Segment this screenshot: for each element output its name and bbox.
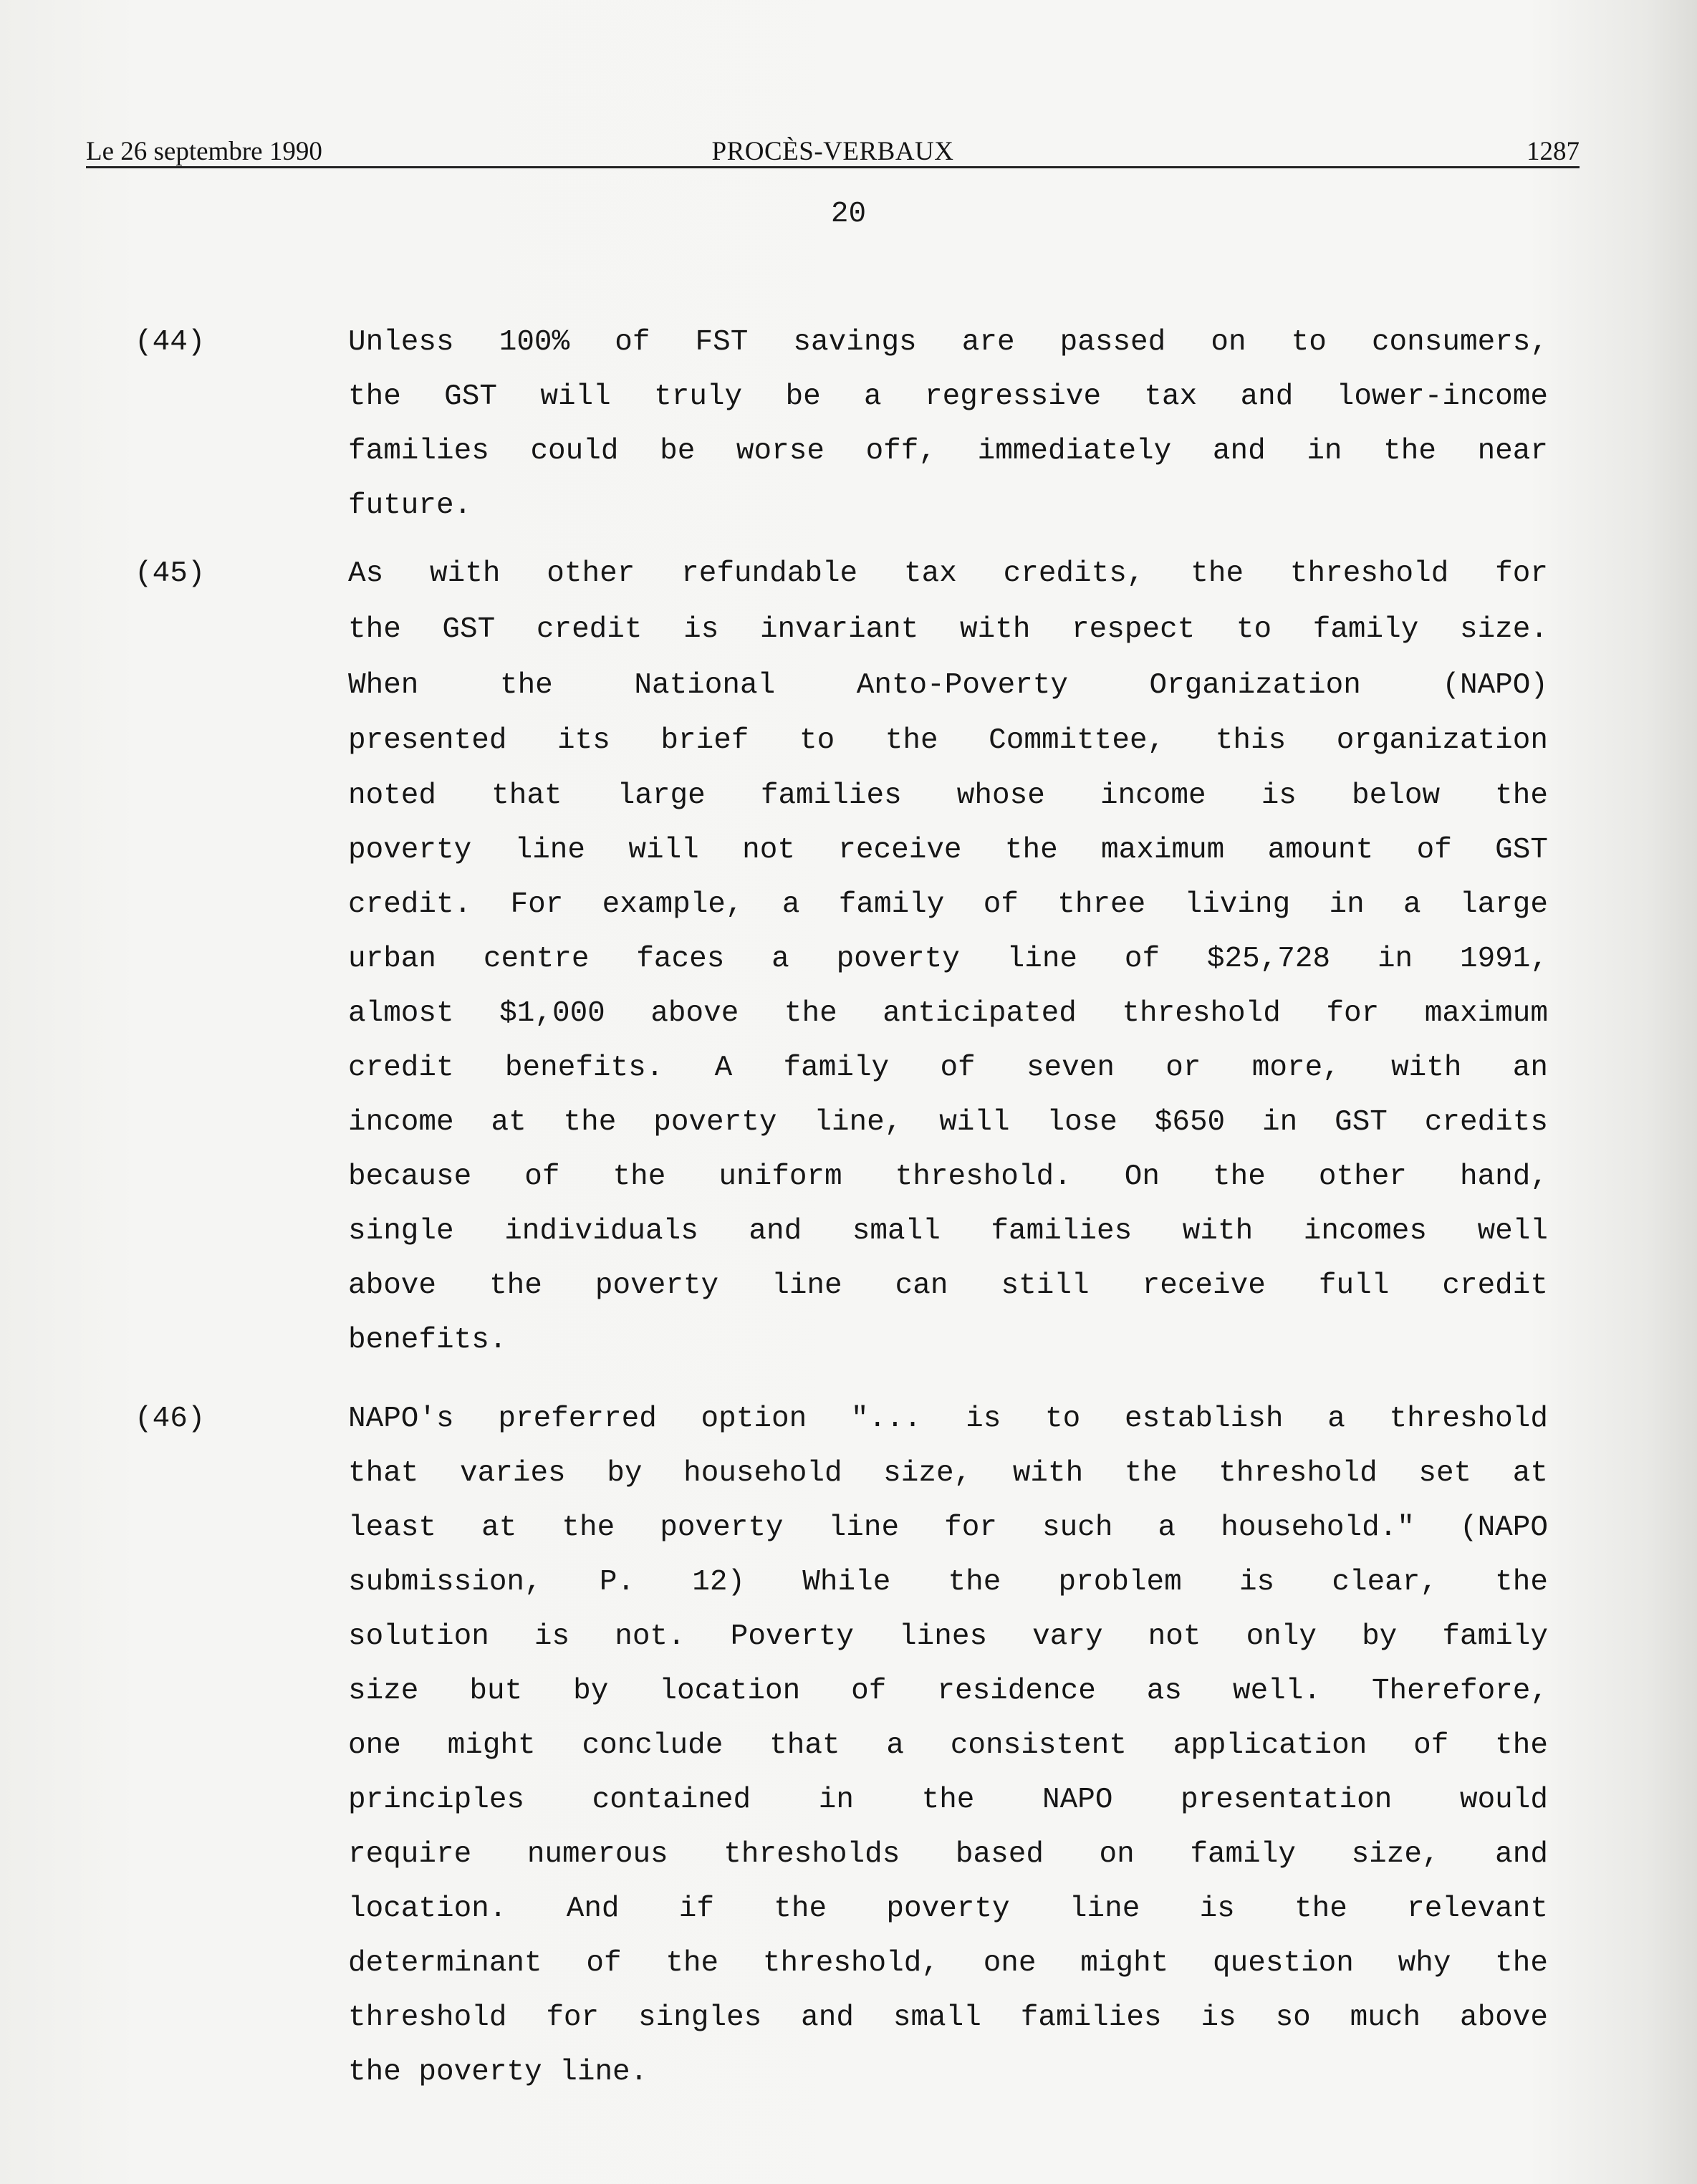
text-line: above the poverty line can still receive full credit [348,1269,1548,1302]
text-line: the poverty line. [348,2056,648,2089]
text-line: one might conclude that a consistent application of the [348,1729,1548,1762]
text-line: threshold for singles and small families is so much above [348,2001,1548,2034]
paragraph-number: (46) [135,1403,206,1435]
text-line: solution is not. Poverty lines vary not only by family [348,1620,1548,1653]
header-page-number: 1287 [1527,137,1580,166]
text-line: size but by location of residence as well. Therefore, [348,1675,1548,1708]
text-line: Unless 100% of FST savings are passed on to consumers, [348,326,1548,359]
text-line: future. [348,489,472,522]
text-line: single individuals and small families with incomes well [348,1215,1548,1248]
text-line: NAPO's preferred option "... is to establish a threshold [348,1403,1548,1435]
text-line: almost $1,000 above the anticipated threshold for maximum [348,997,1548,1030]
text-line: principles contained in the NAPO presentation would [348,1784,1548,1817]
page-number: 20 [830,198,867,231]
text-line: income at the poverty line, will lose $650 in GST credits [348,1106,1548,1139]
text-line: families could be worse off, immediately and in the near [348,435,1548,468]
text-line: presented its brief to the Committee, this organization [348,724,1548,757]
text-line: credit. For example, a family of three living in a large [348,888,1548,921]
text-line: require numerous thresholds based on family size, and [348,1838,1548,1871]
paragraph-number: (45) [135,557,206,590]
text-line: As with other refundable tax credits, the threshold for [348,557,1548,590]
text-line: credit benefits. A family of seven or more, with an [348,1052,1548,1084]
text-line: noted that large families whose income is below the [348,779,1548,812]
text-line: poverty line will not receive the maximum amount of GST [348,834,1548,867]
text-line: the GST credit is invariant with respect to family size. [348,613,1548,646]
running-header [86,133,1580,168]
text-line: that varies by household size, with the threshold set at [348,1457,1548,1490]
text-line: location. And if the poverty line is the relevant [348,1892,1548,1925]
text-line: determinant of the threshold, one might question why the [348,1947,1548,1980]
text-line: least at the poverty line for such a household." (NAPO [348,1511,1548,1544]
text-line: When the National Anto-Poverty Organization (NAPO) [348,669,1548,702]
text-line: urban centre faces a poverty line of $25,728 in 1991, [348,943,1548,976]
text-line: submission, P. 12) While the problem is clear, the [348,1566,1548,1599]
paragraph-number: (44) [135,326,206,359]
header-date: Le 26 septembre 1990 [86,137,322,166]
text-line: the GST will truly be a regressive tax and lower-income [348,380,1548,413]
header-title: PROCÈS-VERBAUX [711,137,954,166]
text-line: benefits. [348,1324,507,1357]
text-line: because of the uniform threshold. On the other hand, [348,1160,1548,1193]
